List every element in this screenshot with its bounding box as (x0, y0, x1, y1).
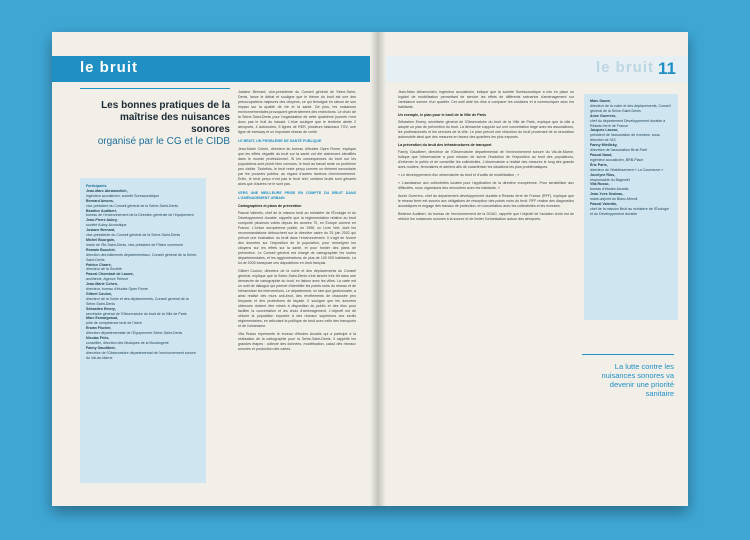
participant-name: Vita Russo, (590, 182, 610, 187)
participant-role: président de l'association de riverains, sous-direction de l'A3 (590, 133, 661, 143)
right-page (386, 32, 688, 506)
participant-name: Josiane Bernard, (86, 228, 116, 233)
participant-name: Jacques Lacour, (590, 128, 619, 133)
participant-entry (86, 199, 200, 209)
participant-entry (86, 292, 200, 307)
participant-name: Marc Esmargeaud, (86, 316, 118, 321)
subheading: VERS UNE MEILLEURE PRISE EN COMPTE DU BRUIT DANS L'AMÉNAGEMENT URBAIN (238, 191, 356, 200)
article-title-sub: organisé par le CG et le CIDB (97, 136, 230, 147)
participant-entry (590, 182, 672, 192)
paragraph: Jean-Marc Abramovitch, ingénieur acousticien, indique que la société Soréacoustique a mis en place un logiciel de modélisation permettant de simuler les effets de différents scénarios d'aménagement sur l'ambiance sonore d'un quartier. Cet outil aide les élus à comparer les solutions et à communiquer avec les habitants. (398, 90, 574, 109)
article-title-main: Les bonnes pratiques de la maîtrise des nuisances sonores (101, 100, 230, 135)
participant-name: Patrice Charré, (86, 262, 112, 267)
participant-entry (86, 272, 200, 282)
participant-entry (86, 238, 200, 248)
participant-name: Pascal Chombart de Lauwe, (86, 272, 134, 277)
participant-role: directeur de l'établissement « La Courneuve » (590, 167, 664, 172)
participant-name: Gilbert Coulon, (86, 291, 112, 296)
participant-name: Pascal Naud, (590, 152, 613, 157)
participant-role: bureau d'études Arcadis (590, 187, 629, 192)
participant-entry (86, 218, 200, 228)
participant-name: Jocelyne Rios, (590, 172, 616, 177)
quote-line: « L'assistance aux collectivités locales pour l'application de la directive européenne. Pour sensibiliser aux difficultés, nous organisons des rencontres avec les habitants. » (398, 181, 574, 190)
left-page (52, 32, 370, 506)
participant-name: Fanny Gaudibert, (86, 345, 116, 350)
paragraph: Jean-Marie Cohen, directeur du bureau d'études Open Rome, explique que les effets négatifs du bruit sur la santé ont été clairement identifiés dans le monde professionnel. Si les conséquences du bruit sur les populations sont plutôt bien connues, le bruit au travail reste un problème peu visible. Toutefois, le bruit reste perçu comme un élément secondaire par les pouvoirs publics, au regard d'autres facteurs d'environnement. Enfin, le bruit perçu n'est pas le bruit réel, certains bruits sont gênants alors que d'autres ne le sont pas. (238, 147, 356, 186)
participant-role: secrétaire général de l'Observatoire du bruit de la Ville de Paris (86, 311, 187, 316)
participant-entry (86, 248, 200, 263)
participant-name: Romain Bouchet, (86, 247, 116, 252)
participant-role: responsable du Bagnolet (590, 177, 630, 182)
ghost-section-title: le bruit (595, 59, 654, 76)
participants-heading: Participants (86, 184, 107, 188)
participant-entry (86, 346, 200, 361)
participant-name: Sébastien Emery, (86, 306, 116, 311)
participant-name: Pascal Valentin, (590, 202, 618, 207)
title-rule (80, 88, 230, 89)
participant-entry (86, 209, 200, 219)
participant-entry (590, 99, 672, 114)
right-article-column (398, 90, 574, 490)
participant-role: maire de l'Île-Saint-Denis, vice-président de Plaine commune (86, 242, 184, 247)
participant-role: directrice de l'Observatoire départemental de l'environnement sonore du Val-de-Marne (86, 350, 196, 360)
participant-role: société Aubry-Acoustique (86, 223, 127, 228)
participant-name: Bernard Amons, (86, 198, 114, 203)
participant-name: Béatrice Audibert, (86, 208, 117, 213)
magazine-spread (52, 32, 688, 506)
participant-role: chef du département Développement durable à Réseau ferré de France (590, 118, 666, 128)
article-title (80, 100, 230, 148)
paragraph: Sébastien Emery, secrétaire général de l'Observatoire du bruit de la Ville de Paris, explique que la ville a adopté un plan de prévention du bruit. La démarche s'appuie sur une concertation large avec les associations, les professionnels et les services de la ville. Le plan prévoit une réduction du bruit provenant de la circulation automobile ainsi que des mesures en faveur des quartiers les plus exposés. (398, 120, 574, 139)
participant-name: Éric Paris, (590, 162, 608, 167)
participant-entry (590, 143, 672, 153)
participant-role: maire-adjoint du Blanc-Mesnil (590, 197, 638, 202)
bold-heading: La prévention du bruit des infrastructures de transport (398, 143, 492, 147)
left-article-column-1 (238, 90, 356, 490)
paragraph: Josiane Bernard, vice-présidente du Conseil général de Seine-Saint-Denis, lance le débat et souligne que le thème du bruit est une des préoccupations majeures des citoyens, ce qui témoigne en raison de son impact sur la qualité de vie et la santé. De plus, les nuisances environnementales provoquent généralement des restrictions. Le choix de la Seine-Saint-Denis pour l'organisation de cette quatrième journée n'est donc pas le fruit du hasard. L'élue souligne que le territoire abrite 2 aéroports, 4 autoroutes, 5 lignes de RER, plusieurs faisceaux TGV, une ligne de tramway et un important réseau de voirie. (238, 90, 356, 134)
participant-entry (590, 128, 672, 143)
participant-role: directeur de la voirie et des déplacements, Conseil général de la Seine-Saint-Denis (590, 103, 671, 113)
participant-role: ingénieur acousticien, BRB-Place (590, 157, 644, 162)
participant-entry (86, 282, 200, 292)
participant-entry (590, 114, 672, 129)
paragraph: Gilbert Coulon, directeur de la voirie et des déplacements du Conseil général, explique que la Seine-Saint-Denis s'est lancée très tôt dans une démarche de cartographie du bruit, en liaison avec les villes. La carte est un outil de dialogue qui permet d'identifier les points noirs du réseau et de hiérarchiser les interventions. Le département, en tant que gestionnaire, a ainsi réalisé des murs anti-bruit, des revêtements de chaussée peu bruyants et des protections de façade. Il souligne que les données obtenues doivent être mises à disposition du public et des élus pour faciliter la concertation et les choix d'aménagement. L'objectif est de réduire la population exposée à des niveaux supérieurs aux seuils réglementaires, en articulant la politique de bruit avec celle des transports et de l'urbanisme. (238, 269, 356, 328)
section-title: le bruit (80, 59, 139, 76)
participant-entry (86, 307, 200, 317)
participant-name: Erwan Fischer, (86, 326, 112, 331)
participants-list (86, 189, 200, 361)
participant-role: bureau de l'environnement de la Direction générale de l'équipement (86, 213, 194, 218)
participant-role: vice-présidente du Conseil général de la Seine-Saint-Denis (86, 233, 181, 238)
participant-entry (86, 189, 200, 199)
page-number: 11 (658, 59, 676, 78)
paragraph: Annie Guerrero, chef du département développement durable à Réseau ferré de France (RFF), explique que le réseau ferré est soumis aux obligations de résorption des points noirs du bruit. RFF réalise des diagnostics acoustiques et engage des travaux de protection, en concertation avec les collectivités et les riverains. (398, 194, 574, 208)
participant-entry (86, 326, 200, 336)
participant-role: vice-président du Conseil général de la Seine-Saint-Denis (86, 203, 179, 208)
participant-role: directeur, bureau d'études Open Rome (86, 287, 148, 292)
participant-role: architecte, Agence Tekhné (86, 277, 129, 282)
participant-name: Nicolas Friès, (86, 336, 110, 341)
bold-heading: Cartographies et plans de prévention (238, 204, 302, 208)
participant-entry (86, 228, 200, 238)
paragraph: Béatrice Audibert, du bureau de l'environnement de la DGAC, rappelle que l'objectif de l'aviation civile est de réduire les nuisances sonores à la source et de limiter l'urbanisation autour des aéroports. (398, 212, 574, 221)
paragraph: Pascal Valentin, chef de la mission bruit au ministère de l'Écologie et du Développement durable, rappelle que la réglementation relative au bruit comporte plusieurs volets depuis les années 70, en Europe comme en France. L'Union européenne publie, en 1996, un Livre Vert, dont les recommandations débouchent sur la directive cadre du 25 juin 2002 qui prévoit une évaluation du bruit dans l'environnement. Il s'agit de fournir des données sur l'exposition de la population, pour renseigner les citoyens sur les effets sur la santé, et pour fonder des plans de prévention. Le Conseil général est chargé de cartographier les routes départementales, et les agglomérations de plus de 100 000 habitants. La loi de 2005 transpose ces dispositions en droit français. (238, 211, 356, 265)
participant-role: pôle de compétence bruit de l'Isère (86, 321, 142, 326)
participant-entry (590, 153, 672, 163)
participant-name: Fanny Mietlicky, (590, 143, 618, 148)
participant-entry (86, 336, 200, 346)
subheading: LE BRUIT, UN PROBLÈME DE SANTÉ PUBLIQUE (238, 139, 322, 143)
participant-entry (590, 173, 672, 183)
participant-entry (590, 192, 672, 202)
participant-name: Jean-Pierre Aubry, (86, 218, 118, 223)
participant-role: ingénieur acousticien, société Soreacoustique (86, 193, 160, 198)
participant-entry (86, 263, 200, 273)
participant-name: Jean-Marc Abramovitch, (86, 188, 128, 193)
participant-role: conseiller, direction des Musiques de la Boulangerie (86, 341, 169, 345)
paragraph: Vita Russo représente le bureau d'études Arcadis qui a participé à la réalisation de la cartographie pour la Seine-Saint-Denis. Il rappelle les grandes étapes : collecte des données, modélisation, calcul des niveaux sonores et production des cartes. (238, 332, 356, 351)
participant-role: directeur de la Voirie et des déplacements, Conseil général de la Seine-Saint-Denis (86, 296, 189, 306)
participant-name: Michel Bourgain, (86, 237, 115, 242)
bold-heading: Un exemple, le plan pour le bruit de la Ville de Paris (398, 113, 487, 117)
quote-line: « Le développement d'un observatoire du bruit et d'outils de modélisation ; » (398, 173, 520, 177)
participant-name: Marc Sauvé, (590, 99, 611, 103)
participant-name: Jean-Marie Cohen, (86, 282, 118, 287)
participant-entry (590, 163, 672, 173)
spread-gutter (370, 32, 386, 506)
participants-sidebar (80, 178, 206, 483)
participant-role: direction départementale de l'Équipement Seine-Saint-Denis (86, 331, 183, 336)
participant-role: directrice de l'association Bruit-Parif (590, 148, 648, 153)
participants-list (590, 99, 672, 217)
participant-name: Anne Guerrero, (590, 113, 617, 118)
pull-quote: La lutte contre les nuisances sonores va devenir une priorité sanitaire (601, 362, 674, 398)
participant-role: directeur de la Société (86, 267, 122, 272)
pull-quote-rule (582, 354, 674, 355)
paragraph: Fanny Gaudibert, directrice de l'Observatoire départemental de l'environnement sonore du Val-de-Marne, indique que l'observatoire a pour mission de suivre l'évolution de l'exposition au bruit des populations, d'informer le public et de conseiller les collectivités. L'observatoire a réalisé des mesures le long des grands axes routiers, ferroviaires et aériens afin de caractériser les situations les plus problématiques. (398, 150, 574, 169)
participant-entry (590, 202, 672, 217)
right-participants-sidebar (584, 94, 678, 320)
participant-role: chef de la mission Bruit au ministère de l'Écologie et du Développement durable (590, 206, 669, 216)
participant-entry (86, 316, 200, 326)
participant-name: Jean-Yves Seuleau, (590, 192, 624, 197)
participant-role: direction des bâtiments départementaux, Conseil général de la Seine-Saint-Denis (86, 252, 198, 262)
